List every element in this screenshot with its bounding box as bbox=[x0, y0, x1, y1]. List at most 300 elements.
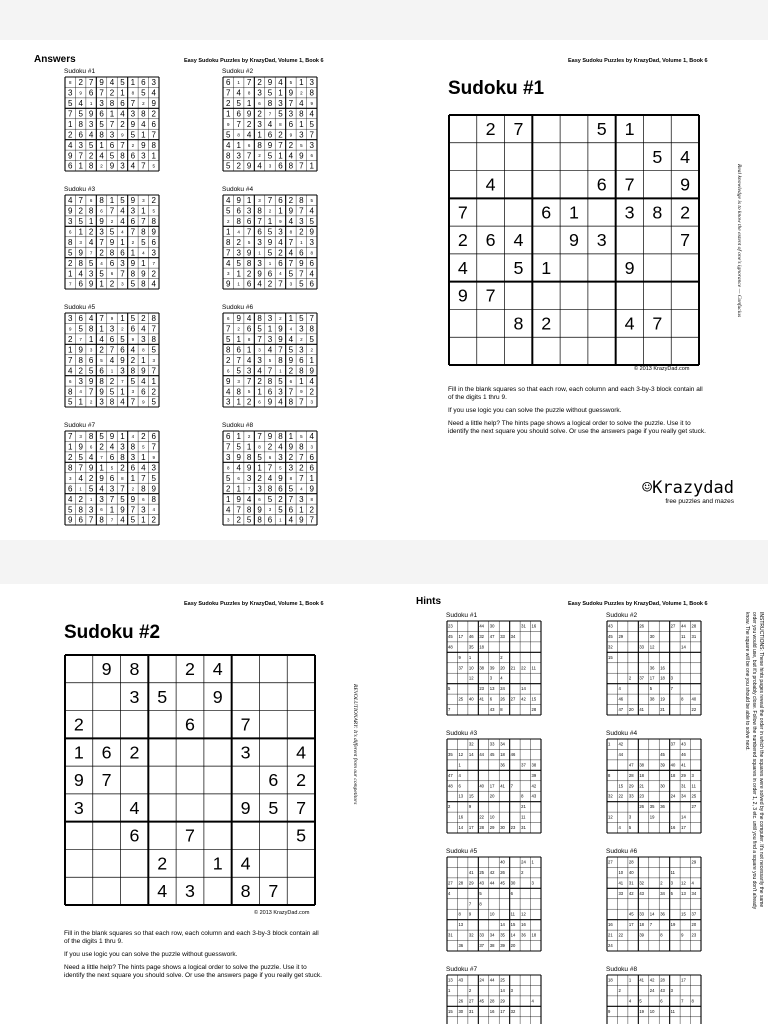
clue-cell: 9 bbox=[680, 174, 691, 195]
answer-cell: 7 bbox=[246, 78, 252, 88]
answer-cell: 6 bbox=[309, 453, 315, 463]
answer-cell: 1 bbox=[99, 324, 104, 334]
answer-cell: 2 bbox=[299, 227, 304, 237]
answer-cell: 7 bbox=[151, 324, 157, 334]
answer-cell: 2 bbox=[278, 494, 283, 504]
answer-cell: 8 bbox=[267, 99, 273, 109]
puzzle2-copyright: © 2013 KrazyDad.com bbox=[254, 910, 310, 916]
answer-cell: 8 bbox=[78, 119, 83, 129]
answer-cell: 1 bbox=[309, 161, 315, 171]
answer-cell: 6 bbox=[289, 378, 293, 384]
answer-cell: 1 bbox=[141, 206, 146, 216]
hint-cell: 26 bbox=[500, 696, 505, 702]
hint-cell: 32 bbox=[608, 793, 613, 799]
answer-cell: 6 bbox=[246, 279, 252, 289]
answer-cell: 6 bbox=[78, 314, 83, 324]
hint-cell: 7 bbox=[510, 783, 514, 789]
answer-cell: 3 bbox=[141, 505, 146, 515]
answer-cell: 1 bbox=[299, 376, 304, 386]
answer-cell: 5 bbox=[247, 239, 251, 245]
answer-cell: 9 bbox=[120, 355, 125, 365]
answer-cell: 8 bbox=[226, 465, 230, 471]
answer-cell: 7 bbox=[109, 494, 115, 504]
answer-cell: 8 bbox=[109, 99, 115, 109]
answer-cell: 1 bbox=[99, 279, 104, 289]
answer-cell: 7 bbox=[99, 237, 104, 247]
answer-cell: 1 bbox=[109, 505, 115, 515]
clue-cell: 4 bbox=[129, 797, 140, 818]
answer-cell: 3 bbox=[120, 161, 125, 171]
answer-cell: 4 bbox=[279, 271, 282, 277]
hint-cell: 36 bbox=[660, 804, 665, 810]
hint-cell: 31 bbox=[448, 932, 453, 938]
answer-cell: 8 bbox=[236, 387, 241, 397]
answer-cell: 4 bbox=[225, 140, 231, 150]
hint-cell: 30 bbox=[458, 1008, 464, 1014]
answer-cell: 4 bbox=[289, 326, 293, 332]
answer-grid bbox=[64, 76, 160, 172]
clue-cell: 9 bbox=[240, 797, 251, 818]
answer-cell: 9 bbox=[131, 336, 135, 342]
hint-cell: 43 bbox=[660, 987, 665, 993]
clue-cell: 5 bbox=[157, 686, 168, 707]
answer-cell: 6 bbox=[236, 109, 241, 119]
answer-cell: 8 bbox=[258, 444, 261, 450]
answer-cell: 4 bbox=[288, 335, 294, 345]
hint-cell: 13 bbox=[458, 922, 464, 928]
answer-cell: 4 bbox=[152, 507, 156, 513]
answer-cell: 2 bbox=[78, 494, 83, 504]
hint-cell: 18 bbox=[639, 772, 645, 778]
hint-cell: 14 bbox=[500, 987, 505, 993]
answer-cell: 9 bbox=[68, 326, 72, 332]
answer-cell: 6 bbox=[109, 140, 115, 150]
hint-cell: 43 bbox=[608, 623, 613, 629]
hint-cell: 33 bbox=[639, 911, 645, 917]
answer-cell: 9 bbox=[151, 99, 157, 109]
answer-cell: 9 bbox=[121, 132, 124, 138]
answer-cell: 3 bbox=[79, 239, 82, 245]
hint-cell: 5 bbox=[649, 686, 653, 692]
answer-cell: 4 bbox=[121, 229, 124, 235]
answer-cell: 7 bbox=[268, 111, 272, 117]
hint-cell: 38 bbox=[639, 762, 645, 768]
clue-cell: 4 bbox=[680, 146, 691, 167]
answer-cell: 8 bbox=[131, 90, 135, 96]
hint-cell: 28 bbox=[691, 623, 697, 629]
clue-cell: 7 bbox=[296, 797, 307, 818]
hint-cell: 13 bbox=[489, 686, 495, 692]
hint-cell: 45 bbox=[660, 751, 665, 757]
hint-cell: 39 bbox=[639, 932, 645, 938]
hint-cell: 19 bbox=[649, 814, 655, 820]
answer-cell: 6 bbox=[88, 355, 94, 365]
hint-cell: 18 bbox=[531, 932, 537, 938]
hint-cell: 22 bbox=[618, 793, 624, 799]
answer-cell: 6 bbox=[225, 78, 231, 88]
answer-cell: 2 bbox=[257, 109, 262, 119]
hint-cell: 45 bbox=[448, 633, 453, 639]
answer-cell: 7 bbox=[288, 237, 294, 247]
answer-cell: 2 bbox=[151, 269, 157, 279]
answer-cell: 3 bbox=[109, 484, 115, 494]
answer-cell: 8 bbox=[67, 387, 73, 397]
hint-cell: 40 bbox=[468, 696, 474, 702]
answer-cell: 6 bbox=[310, 153, 314, 159]
hint-cell: 46 bbox=[618, 696, 624, 702]
answer-cell: 2 bbox=[309, 505, 315, 515]
answer-cell: 6 bbox=[141, 78, 146, 88]
hint-cell: 24 bbox=[479, 977, 485, 983]
hint-cell: 32 bbox=[479, 633, 485, 639]
answer-cell: 5 bbox=[300, 142, 303, 148]
answer-cell: 9 bbox=[267, 78, 273, 88]
answer-cell: 9 bbox=[267, 140, 273, 150]
answer-cell: 7 bbox=[288, 387, 294, 397]
hint-cell: 9 bbox=[468, 804, 472, 810]
hint-grid-label: Sudoku #5 bbox=[446, 848, 478, 855]
answer-cell: 3 bbox=[67, 88, 73, 98]
answer-cell: 4 bbox=[120, 515, 125, 525]
hint-cell: 29 bbox=[691, 859, 697, 865]
answer-cell: 5 bbox=[300, 434, 303, 440]
answer-cell: 7 bbox=[278, 140, 283, 150]
answer-cell: 5 bbox=[299, 314, 304, 324]
answer-cell: 5 bbox=[67, 397, 73, 407]
answer-cell: 1 bbox=[130, 78, 136, 88]
hint-cell: 12 bbox=[608, 814, 613, 820]
answer-grid-label: Sudoku #5 bbox=[64, 304, 96, 311]
answer-cell: 3 bbox=[225, 453, 231, 463]
hint-cell: 47 bbox=[489, 633, 495, 639]
hint-cell: 27 bbox=[468, 998, 474, 1004]
answer-cell: 2 bbox=[110, 218, 114, 224]
hint-cell: 30 bbox=[500, 825, 505, 831]
hint-cell: 29 bbox=[500, 998, 505, 1004]
hint-cell: 27 bbox=[608, 859, 613, 865]
hint-cell: 32 bbox=[510, 1008, 516, 1014]
answer-cell: 3 bbox=[237, 378, 240, 384]
answer-cell: 8 bbox=[78, 355, 83, 365]
answer-cell: 1 bbox=[237, 281, 240, 287]
answer-cell: 1 bbox=[141, 453, 146, 463]
clue-cell: 7 bbox=[680, 230, 691, 251]
answer-cell: 1 bbox=[257, 387, 262, 397]
hint-cell: 14 bbox=[521, 686, 526, 692]
answer-cell: 4 bbox=[120, 217, 125, 227]
answer-cell: 7 bbox=[267, 366, 273, 376]
answer-cell: 3 bbox=[299, 345, 304, 355]
hint-cell: 39 bbox=[531, 772, 537, 778]
answer-cell: 2 bbox=[100, 163, 103, 169]
answer-cell: 1 bbox=[299, 119, 304, 129]
answer-cell: 9 bbox=[67, 151, 73, 161]
answer-cell: 6 bbox=[278, 161, 283, 171]
hint-cell: 1 bbox=[468, 654, 472, 660]
hint-cell: 45 bbox=[489, 751, 495, 757]
hint-cell: 12 bbox=[649, 644, 655, 650]
answer-cell: 2 bbox=[142, 100, 145, 106]
answer-cell: 6 bbox=[78, 130, 83, 140]
clue-cell: 1 bbox=[624, 118, 635, 139]
hint-cell: 4 bbox=[500, 675, 503, 681]
answer-cell: 8 bbox=[130, 269, 136, 279]
answer-cell: 1 bbox=[225, 494, 231, 504]
answer-grid-label: Sudoku #6 bbox=[222, 304, 254, 311]
clue-cell: 6 bbox=[185, 714, 195, 735]
answer-cell: 1 bbox=[246, 442, 252, 452]
answer-cell: 8 bbox=[141, 279, 146, 289]
hint-cell: 45 bbox=[500, 880, 505, 886]
answer-cell: 4 bbox=[267, 119, 273, 129]
hint-cell: 20 bbox=[628, 707, 634, 713]
hint-cell: 2 bbox=[628, 675, 632, 681]
answer-cell: 3 bbox=[299, 324, 304, 334]
krazydad-logo bbox=[584, 478, 734, 505]
answer-cell: 5 bbox=[267, 494, 273, 504]
hint-cell: 11 bbox=[521, 814, 526, 820]
answer-cell: 7 bbox=[299, 206, 304, 216]
hint-cell: 34 bbox=[681, 793, 686, 799]
answer-cell: 2 bbox=[131, 239, 135, 245]
answer-cell: 3 bbox=[257, 355, 262, 365]
answer-cell: 8 bbox=[67, 237, 73, 247]
answer-cell: 4 bbox=[225, 505, 231, 515]
answer-cell: 5 bbox=[236, 258, 241, 268]
answer-cell: 1 bbox=[257, 463, 262, 473]
hint-cell: 15 bbox=[531, 696, 537, 702]
hint-cell: 17 bbox=[500, 1008, 505, 1014]
answer-cell: 4 bbox=[120, 109, 125, 119]
answer-cell: 4 bbox=[151, 88, 157, 98]
answer-cell: 8 bbox=[99, 130, 104, 140]
hint-cell: 25 bbox=[691, 793, 697, 799]
answer-cell: 8 bbox=[88, 324, 94, 334]
answer-cell: 2 bbox=[151, 387, 157, 397]
hint-cell: 5 bbox=[639, 998, 642, 1004]
answer-cell: 7 bbox=[120, 140, 125, 150]
answer-cell: 2 bbox=[67, 453, 73, 463]
answer-cell: 1 bbox=[120, 314, 125, 324]
answer-cell: 7 bbox=[99, 314, 104, 324]
answer-cell: 4 bbox=[278, 78, 283, 88]
hints-page bbox=[384, 584, 768, 1024]
answer-cell: 3 bbox=[310, 444, 314, 450]
answer-cell: 4 bbox=[88, 453, 94, 463]
hint-cell: 34 bbox=[510, 633, 516, 639]
answer-cell: 6 bbox=[268, 454, 272, 460]
hint-cell: 22 bbox=[618, 932, 624, 938]
hint-cell: 11 bbox=[691, 783, 696, 789]
puzzle1-title: Sudoku #1 bbox=[448, 78, 545, 99]
answer-cell: 7 bbox=[151, 442, 157, 452]
answer-cell: 3 bbox=[67, 217, 73, 227]
hint-cell: 4 bbox=[448, 890, 451, 896]
clue-cell: 5 bbox=[268, 797, 279, 818]
answer-cell: 2 bbox=[288, 366, 294, 376]
answer-cell: 4 bbox=[288, 515, 294, 525]
clue-cell: 7 bbox=[457, 202, 468, 223]
answer-cell: 7 bbox=[246, 151, 252, 161]
hint-cell: 31 bbox=[681, 783, 686, 789]
answer-cell: 3 bbox=[120, 366, 125, 376]
answer-cell: 3 bbox=[109, 130, 115, 140]
answer-cell: 6 bbox=[99, 366, 104, 376]
answer-cell: 7 bbox=[267, 463, 273, 473]
answer-cell: 7 bbox=[278, 279, 283, 289]
answer-cell: 2 bbox=[151, 109, 157, 119]
hint-cell: 31 bbox=[628, 880, 634, 886]
hint-cell: 6 bbox=[510, 890, 514, 896]
answer-cell: 4 bbox=[257, 279, 262, 289]
hint-cell: 14 bbox=[681, 814, 686, 820]
instructions-logic: If you use logic you can solve the puzzle without guesswork. bbox=[448, 407, 622, 414]
answer-cell: 2 bbox=[288, 453, 294, 463]
answer-cell: 1 bbox=[246, 345, 252, 355]
answer-cell: 6 bbox=[130, 151, 136, 161]
answer-cell: 9 bbox=[88, 109, 94, 119]
answer-cell: 7 bbox=[99, 88, 104, 98]
answer-cell: 3 bbox=[257, 88, 262, 98]
answer-cell: 8 bbox=[299, 109, 304, 119]
answer-cell: 6 bbox=[247, 142, 251, 148]
answer-cell: 8 bbox=[141, 227, 146, 237]
answer-cell: 9 bbox=[267, 237, 273, 247]
hint-cell: 17 bbox=[681, 825, 686, 831]
answer-cell: 3 bbox=[278, 99, 283, 109]
answer-cell: 6 bbox=[258, 100, 261, 106]
answer-cell: 4 bbox=[299, 99, 304, 109]
answer-cell: 6 bbox=[246, 217, 252, 227]
answer-cell: 6 bbox=[246, 324, 252, 334]
answer-cell: 2 bbox=[120, 463, 125, 473]
hint-cell: 43 bbox=[531, 793, 537, 799]
hint-cell: 3 bbox=[670, 880, 674, 886]
answer-cell: 4 bbox=[257, 366, 262, 376]
hint-cell: 43 bbox=[458, 977, 464, 983]
hint-cell: 30 bbox=[489, 623, 495, 629]
answer-cell: 8 bbox=[246, 258, 252, 268]
hint-cell: 23 bbox=[691, 932, 697, 938]
clue-cell: 4 bbox=[212, 658, 223, 679]
answer-cell: 3 bbox=[152, 357, 156, 363]
hint-cell: 45 bbox=[608, 633, 613, 639]
hint-cell: 22 bbox=[691, 707, 697, 713]
answer-cell: 7 bbox=[67, 355, 73, 365]
answer-cell: 2 bbox=[267, 442, 273, 452]
answer-cell: 1 bbox=[151, 376, 157, 386]
hint-cell: 33 bbox=[489, 741, 495, 747]
hint-cell: 3 bbox=[691, 772, 694, 778]
answer-cell: 1 bbox=[151, 151, 157, 161]
answer-cell: 4 bbox=[79, 389, 82, 395]
answer-cell: 9 bbox=[130, 196, 136, 206]
hint-cell: 28 bbox=[458, 880, 464, 886]
hint-cell: 9 bbox=[458, 654, 461, 660]
answer-cell: 2 bbox=[279, 316, 282, 322]
hint-cell: 26 bbox=[639, 623, 645, 629]
answer-cell: 4 bbox=[309, 109, 315, 119]
answer-cell: 3 bbox=[288, 463, 294, 473]
answer-cell: 6 bbox=[151, 237, 157, 247]
hint-cell: 8 bbox=[458, 911, 461, 917]
answer-cell: 6 bbox=[68, 229, 72, 235]
answer-cell: 5 bbox=[99, 432, 104, 442]
answer-cell: 7 bbox=[78, 151, 83, 161]
answer-cell: 9 bbox=[288, 442, 294, 452]
hint-cell: 40 bbox=[479, 783, 485, 789]
hint-grid bbox=[606, 738, 702, 834]
answer-cell: 9 bbox=[151, 227, 157, 237]
hint-cell: 16 bbox=[670, 825, 676, 831]
answer-cell: 1 bbox=[78, 227, 83, 237]
answer-cell: 6 bbox=[100, 208, 103, 214]
answer-cell: 1 bbox=[141, 258, 146, 268]
answer-cell: 4 bbox=[288, 151, 294, 161]
clue-cell: 6 bbox=[101, 742, 112, 763]
puzzle1-side-quote: Real knowledge is to know the extent of one's ignorance — Confucius bbox=[736, 164, 742, 318]
hint-cell: 34 bbox=[660, 890, 665, 896]
answer-cell: 9 bbox=[88, 279, 94, 289]
clue-cell: 3 bbox=[129, 686, 140, 707]
answer-cell: 7 bbox=[236, 119, 241, 129]
answer-cell: 7 bbox=[100, 454, 103, 460]
hint-cell: 19 bbox=[639, 1008, 645, 1014]
answer-cell: 6 bbox=[109, 335, 115, 345]
answer-cell: 5 bbox=[130, 515, 136, 525]
answer-cell: 9 bbox=[130, 258, 136, 268]
answer-cell: 2 bbox=[225, 355, 231, 365]
answer-cell: 1 bbox=[120, 432, 125, 442]
answer-cell: 5 bbox=[130, 130, 136, 140]
answer-cell: 5 bbox=[288, 269, 294, 279]
clue-cell: 5 bbox=[296, 825, 307, 846]
answer-cell: 9 bbox=[110, 316, 114, 322]
answer-cell: 5 bbox=[236, 99, 241, 109]
answer-cell: 1 bbox=[109, 196, 115, 206]
answer-cell: 8 bbox=[267, 376, 273, 386]
answer-cell: 8 bbox=[225, 237, 231, 247]
hint-cell: 23 bbox=[639, 793, 645, 799]
answer-cell: 1 bbox=[109, 109, 115, 119]
answer-cell: 6 bbox=[120, 99, 125, 109]
answer-cell: 9 bbox=[236, 196, 241, 206]
hint-cell: 20 bbox=[510, 943, 516, 949]
answer-cell: 6 bbox=[110, 271, 114, 277]
answer-cell: 2 bbox=[246, 397, 252, 407]
answer-cell: 9 bbox=[267, 397, 273, 407]
answer-cell: 1 bbox=[67, 119, 73, 129]
answer-cell: 7 bbox=[130, 505, 136, 515]
instructions-help: Need a little help? The hints page shows a logical order to solve the puzzle. Use it to identify the next square you should solve. Or use the answers page if you really get stuck. bbox=[448, 420, 706, 435]
answer-cell: 1 bbox=[236, 484, 241, 494]
logo-wordmark: ☺Krazydad bbox=[641, 478, 734, 498]
answer-cell: 3 bbox=[89, 347, 93, 353]
hint-cell: 2 bbox=[660, 880, 663, 886]
answer-cell: 6 bbox=[89, 198, 93, 204]
answer-cell: 8 bbox=[225, 345, 231, 355]
answer-cell: 3 bbox=[142, 198, 145, 204]
answer-cell: 4 bbox=[237, 229, 240, 235]
hint-cell: 21 bbox=[521, 804, 526, 810]
answer-cell: 1 bbox=[67, 269, 73, 279]
answer-cell: 9 bbox=[226, 121, 230, 127]
hint-cell: 36 bbox=[649, 665, 655, 671]
answer-cell: 2 bbox=[67, 258, 73, 268]
answer-cell: 1 bbox=[120, 237, 125, 247]
answer-cell: 5 bbox=[309, 217, 315, 227]
answer-cell: 2 bbox=[257, 78, 262, 88]
